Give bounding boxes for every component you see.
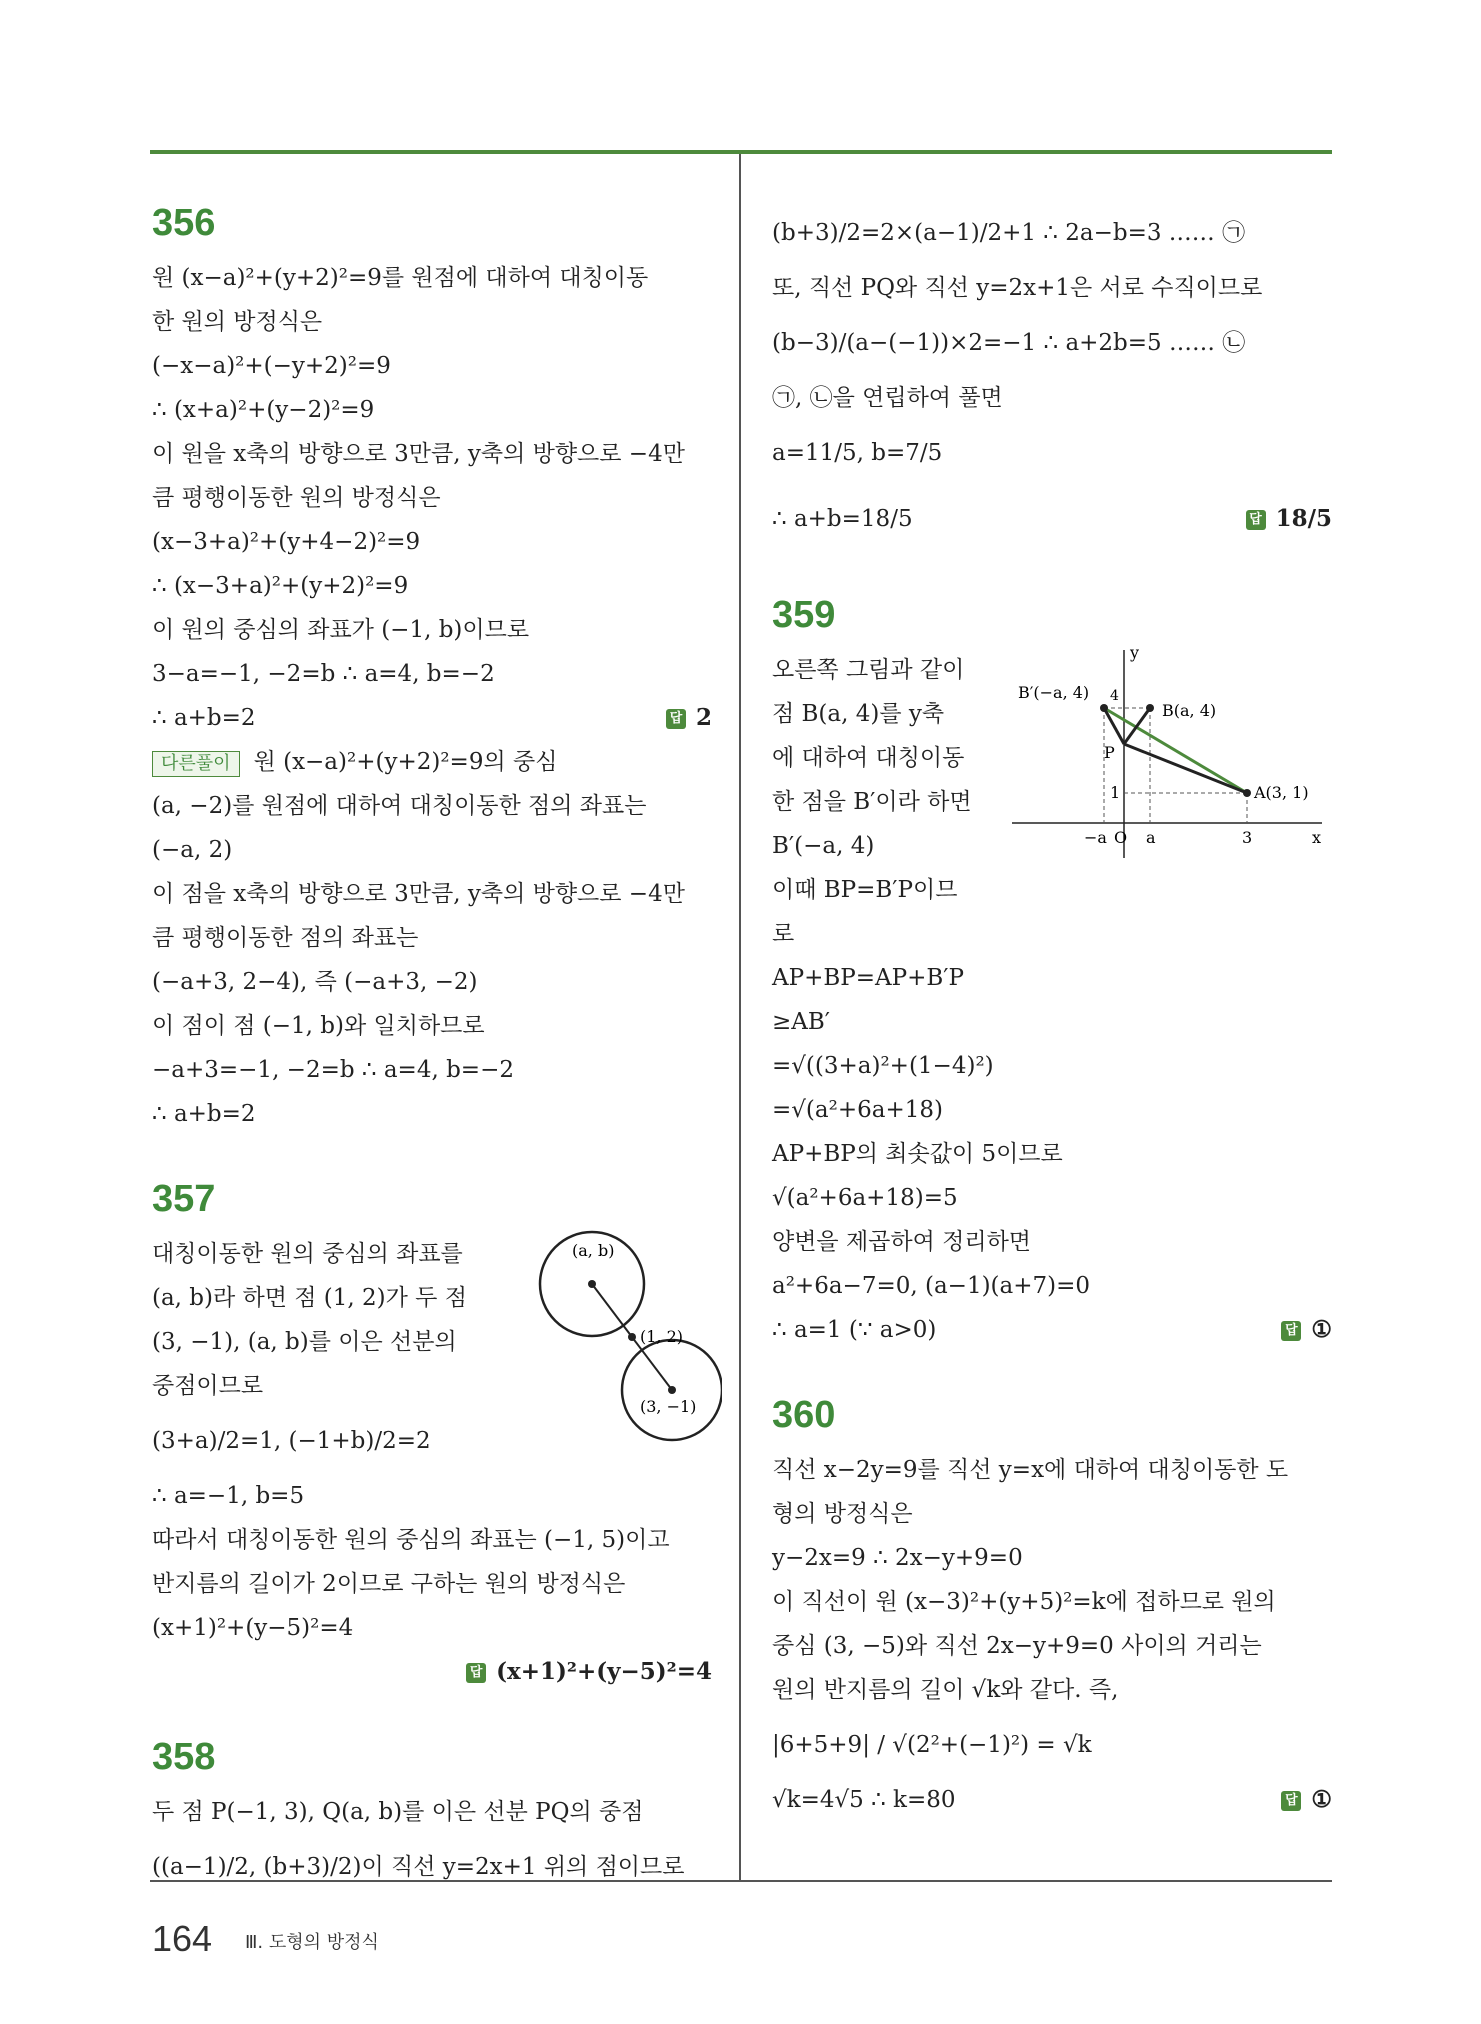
solution-line: (b−3)/(a−(−1))×2=−1 ∴ a+2b=5 …… ㉡ — [772, 330, 1246, 356]
problem-number-358: 358 — [152, 1736, 216, 1778]
answer-360 — [1281, 1778, 1332, 1822]
answer-356 — [666, 696, 712, 740]
midpoint-1-2 — [628, 1333, 636, 1341]
solution-line: |6+5+9| / √(2²+(−1)²) = √k — [772, 1732, 1092, 1758]
svg-text:a: a — [1146, 828, 1156, 847]
solution-line: =√(a²+6a+18) — [772, 1097, 943, 1123]
solution-line: 반지름의 길이가 2이므로 구하는 원의 방정식은 — [152, 1571, 626, 1597]
solution-line-text: ∴ a+b=2 — [152, 705, 256, 731]
segment-ab-prime — [1104, 708, 1247, 793]
alt-solution-line: (−a, 2) — [152, 837, 233, 863]
svg-text:1: 1 — [1110, 783, 1121, 802]
solution-line: 원 (x−a)²+(y+2)²=9를 원점에 대하여 대칭이동 — [152, 265, 649, 291]
solution-line: (x+1)²+(y−5)²=4 — [152, 1615, 354, 1641]
alt-solution-line: 큼 평행이동한 점의 좌표는 — [152, 925, 419, 951]
answer-358 — [1246, 486, 1332, 552]
center-a-b — [588, 1280, 596, 1288]
solution-line: 직선 x−2y=9를 직선 y=x에 대하여 대칭이동한 도 — [772, 1457, 1289, 1483]
solution-line: 중점이므로 — [152, 1373, 264, 1399]
answer-badge: 답 — [1246, 510, 1266, 530]
answer-value: 2 — [695, 704, 712, 731]
problem-number-359: 359 — [772, 594, 836, 636]
solution-line: ∴ (x+a)²+(y−2)²=9 — [152, 397, 375, 423]
solution-line: B′(−a, 4) — [772, 833, 875, 859]
center-3-minus1 — [668, 1386, 676, 1394]
problem-number-357: 357 — [152, 1178, 216, 1220]
solution-358-continued — [772, 200, 1332, 552]
solution-line — [772, 1308, 1332, 1352]
solution-line: ∴ (x−3+a)²+(y+2)²=9 — [152, 573, 409, 599]
solution-line-text: ∴ a+b=18/5 — [772, 506, 913, 532]
solution-line — [152, 696, 712, 740]
left-column — [152, 160, 712, 1900]
solution-line: 중심 (3, −5)와 직선 2x−y+9=0 사이의 거리는 — [772, 1633, 1262, 1659]
solution-line: (3, −1), (a, b)를 이은 선분의 — [152, 1329, 457, 1355]
svg-text:P: P — [1104, 743, 1115, 762]
solution-line: =√((3+a)²+(1−4)²) — [772, 1053, 994, 1079]
solution-line: 오른쪽 그림과 같이 — [772, 657, 965, 683]
solution-360 — [772, 1448, 1332, 1822]
solution-line: (x−3+a)²+(y+4−2)²=9 — [152, 529, 421, 555]
solution-line: (3+a)/2=1, (−1+b)/2=2 — [152, 1428, 431, 1454]
svg-text:B′(−a, 4): B′(−a, 4) — [1018, 683, 1090, 702]
svg-text:O: O — [1114, 828, 1128, 847]
solution-line-text: ∴ a=1 (∵ a>0) — [772, 1317, 937, 1343]
answer-value: 18/5 — [1275, 505, 1332, 532]
solution-line: 3−a=−1, −2=b ∴ a=4, b=−2 — [152, 661, 495, 687]
solution-line: 점 B(a, 4)를 y축 — [772, 701, 945, 727]
svg-text:−a: −a — [1084, 828, 1107, 847]
answer-badge: 답 — [666, 709, 686, 729]
problem-number-360: 360 — [772, 1394, 836, 1436]
fig-label: (a, b) — [572, 1241, 615, 1260]
solution-357 — [152, 1232, 712, 1694]
solution-line: 이 원을 x축의 방향으로 3만큼, y축의 방향으로 −4만 — [152, 441, 685, 467]
problem-number-356: 356 — [152, 202, 216, 244]
solution-line: (b+3)/2=2×(a−1)/2+1 ∴ 2a−b=3 …… ㉠ — [772, 220, 1246, 246]
solution-line: 이때 BP=B′P이므 — [772, 877, 958, 903]
answer-badge: 답 — [1281, 1791, 1301, 1811]
solution-line: 양변을 제곱하여 정리하면 — [772, 1229, 1032, 1255]
answer-value: (x+1)²+(y−5)²=4 — [496, 1658, 712, 1685]
reflection-figure — [1012, 638, 1332, 868]
solution-line: 한 원의 방정식은 — [152, 309, 323, 335]
solution-line: 이 직선이 원 (x−3)²+(y+5)²=k에 접하므로 원의 — [772, 1589, 1276, 1615]
alt-solution-line: 이 점을 x축의 방향으로 3만큼, y축의 방향으로 −4만 — [152, 881, 685, 907]
solution-line: 에 대하여 대칭이동 — [772, 745, 965, 771]
fig-label: (1, 2) — [640, 1327, 684, 1346]
fig-label: (3, −1) — [640, 1397, 697, 1416]
solution-line: a²+6a−7=0, (a−1)(a+7)=0 — [772, 1273, 1091, 1299]
point-a — [1243, 789, 1251, 797]
circles-figure — [532, 1222, 722, 1462]
solution-line: √(a²+6a+18)=5 — [772, 1185, 958, 1211]
solution-line: (a, b)라 하면 점 (1, 2)가 두 점 — [152, 1285, 467, 1311]
alt-solution-line: 이 점이 점 (−1, b)와 일치하므로 — [152, 1013, 485, 1039]
solution-line: 또, 직선 PQ와 직선 y=2x+1은 서로 수직이므로 — [772, 275, 1263, 301]
solution-line: AP+BP의 최솟값이 5이므로 — [772, 1141, 1063, 1167]
solution-line: 원의 반지름의 길이 √k와 같다. 즉, — [772, 1677, 1119, 1703]
svg-text:3: 3 — [1242, 828, 1253, 847]
alt-solution-line — [152, 740, 712, 784]
top-rule — [150, 150, 1332, 154]
svg-text:4: 4 — [1110, 688, 1119, 704]
answer-value: ① — [1311, 1786, 1332, 1813]
solution-line: 대칭이동한 원의 중심의 좌표를 — [152, 1241, 463, 1267]
solution-line: (−x−a)²+(−y+2)²=9 — [152, 353, 391, 379]
section-title: Ⅲ. 도형의 방정식 — [245, 1932, 379, 1953]
alt-solution-line: −a+3=−1, −2=b ∴ a=4, b=−2 — [152, 1057, 514, 1083]
answer-badge: 답 — [466, 1663, 486, 1683]
svg-text:B(a, 4): B(a, 4) — [1162, 701, 1217, 720]
solution-359 — [772, 643, 1332, 1352]
answer-line — [152, 1650, 712, 1694]
svg-text:A(3, 1): A(3, 1) — [1254, 783, 1309, 802]
answer-357 — [466, 1650, 712, 1694]
solution-line: AP+BP=AP+B′P — [772, 965, 964, 991]
solution-line: 형의 방정식은 — [772, 1501, 913, 1527]
solution-line: ∴ a=−1, b=5 — [152, 1483, 305, 1509]
answer-badge: 답 — [1281, 1321, 1301, 1341]
right-column — [772, 160, 1332, 1822]
page-number: 164 — [152, 1918, 213, 1959]
point-b-prime — [1100, 704, 1108, 712]
point-b — [1146, 704, 1154, 712]
answer-359 — [1281, 1308, 1332, 1352]
solution-line-text: √k=4√5 ∴ k=80 — [772, 1787, 956, 1813]
solution-line: y−2x=9 ∴ 2x−y+9=0 — [772, 1545, 1023, 1571]
solution-line — [772, 486, 1332, 552]
solution-line — [772, 1778, 1332, 1822]
solution-line: ≥AB′ — [772, 1009, 831, 1035]
solution-line: a=11/5, b=7/5 — [772, 440, 943, 466]
solution-358-start — [152, 1790, 712, 1900]
solution-line: 로 — [772, 921, 795, 947]
solution-line: 큼 평행이동한 원의 방정식은 — [152, 485, 441, 511]
answer-value: ① — [1311, 1316, 1332, 1343]
solution-line: 두 점 P(−1, 3), Q(a, b)를 이은 선분 PQ의 중점 — [152, 1799, 644, 1825]
solution-line: ㉠, ㉡을 연립하여 풀면 — [772, 385, 1003, 411]
solution-356 — [152, 256, 712, 1136]
alt-line-text: 원 (x−a)²+(y+2)²=9의 중심 — [253, 749, 558, 775]
solution-line: 따라서 대칭이동한 원의 중심의 좌표는 (−1, 5)이고 — [152, 1527, 670, 1553]
svg-text:x: x — [1312, 828, 1322, 847]
alt-solution-line: (a, −2)를 원점에 대하여 대칭이동한 점의 좌표는 — [152, 793, 647, 819]
alt-solution-line: (−a+3, 2−4), 즉 (−a+3, −2) — [152, 969, 478, 995]
alt-solution-line: ∴ a+b=2 — [152, 1101, 256, 1127]
column-divider — [739, 154, 741, 1880]
solution-line: ((a−1)/2, (b+3)/2)이 직선 y=2x+1 위의 점이므로 — [152, 1854, 685, 1880]
solution-line: 한 점을 B′이라 하면 — [772, 789, 972, 815]
svg-text:y: y — [1130, 643, 1140, 662]
solution-line: 이 원의 중심의 좌표가 (−1, b)이므로 — [152, 617, 530, 643]
alt-solution-tag: 다른풀이 — [152, 751, 240, 777]
